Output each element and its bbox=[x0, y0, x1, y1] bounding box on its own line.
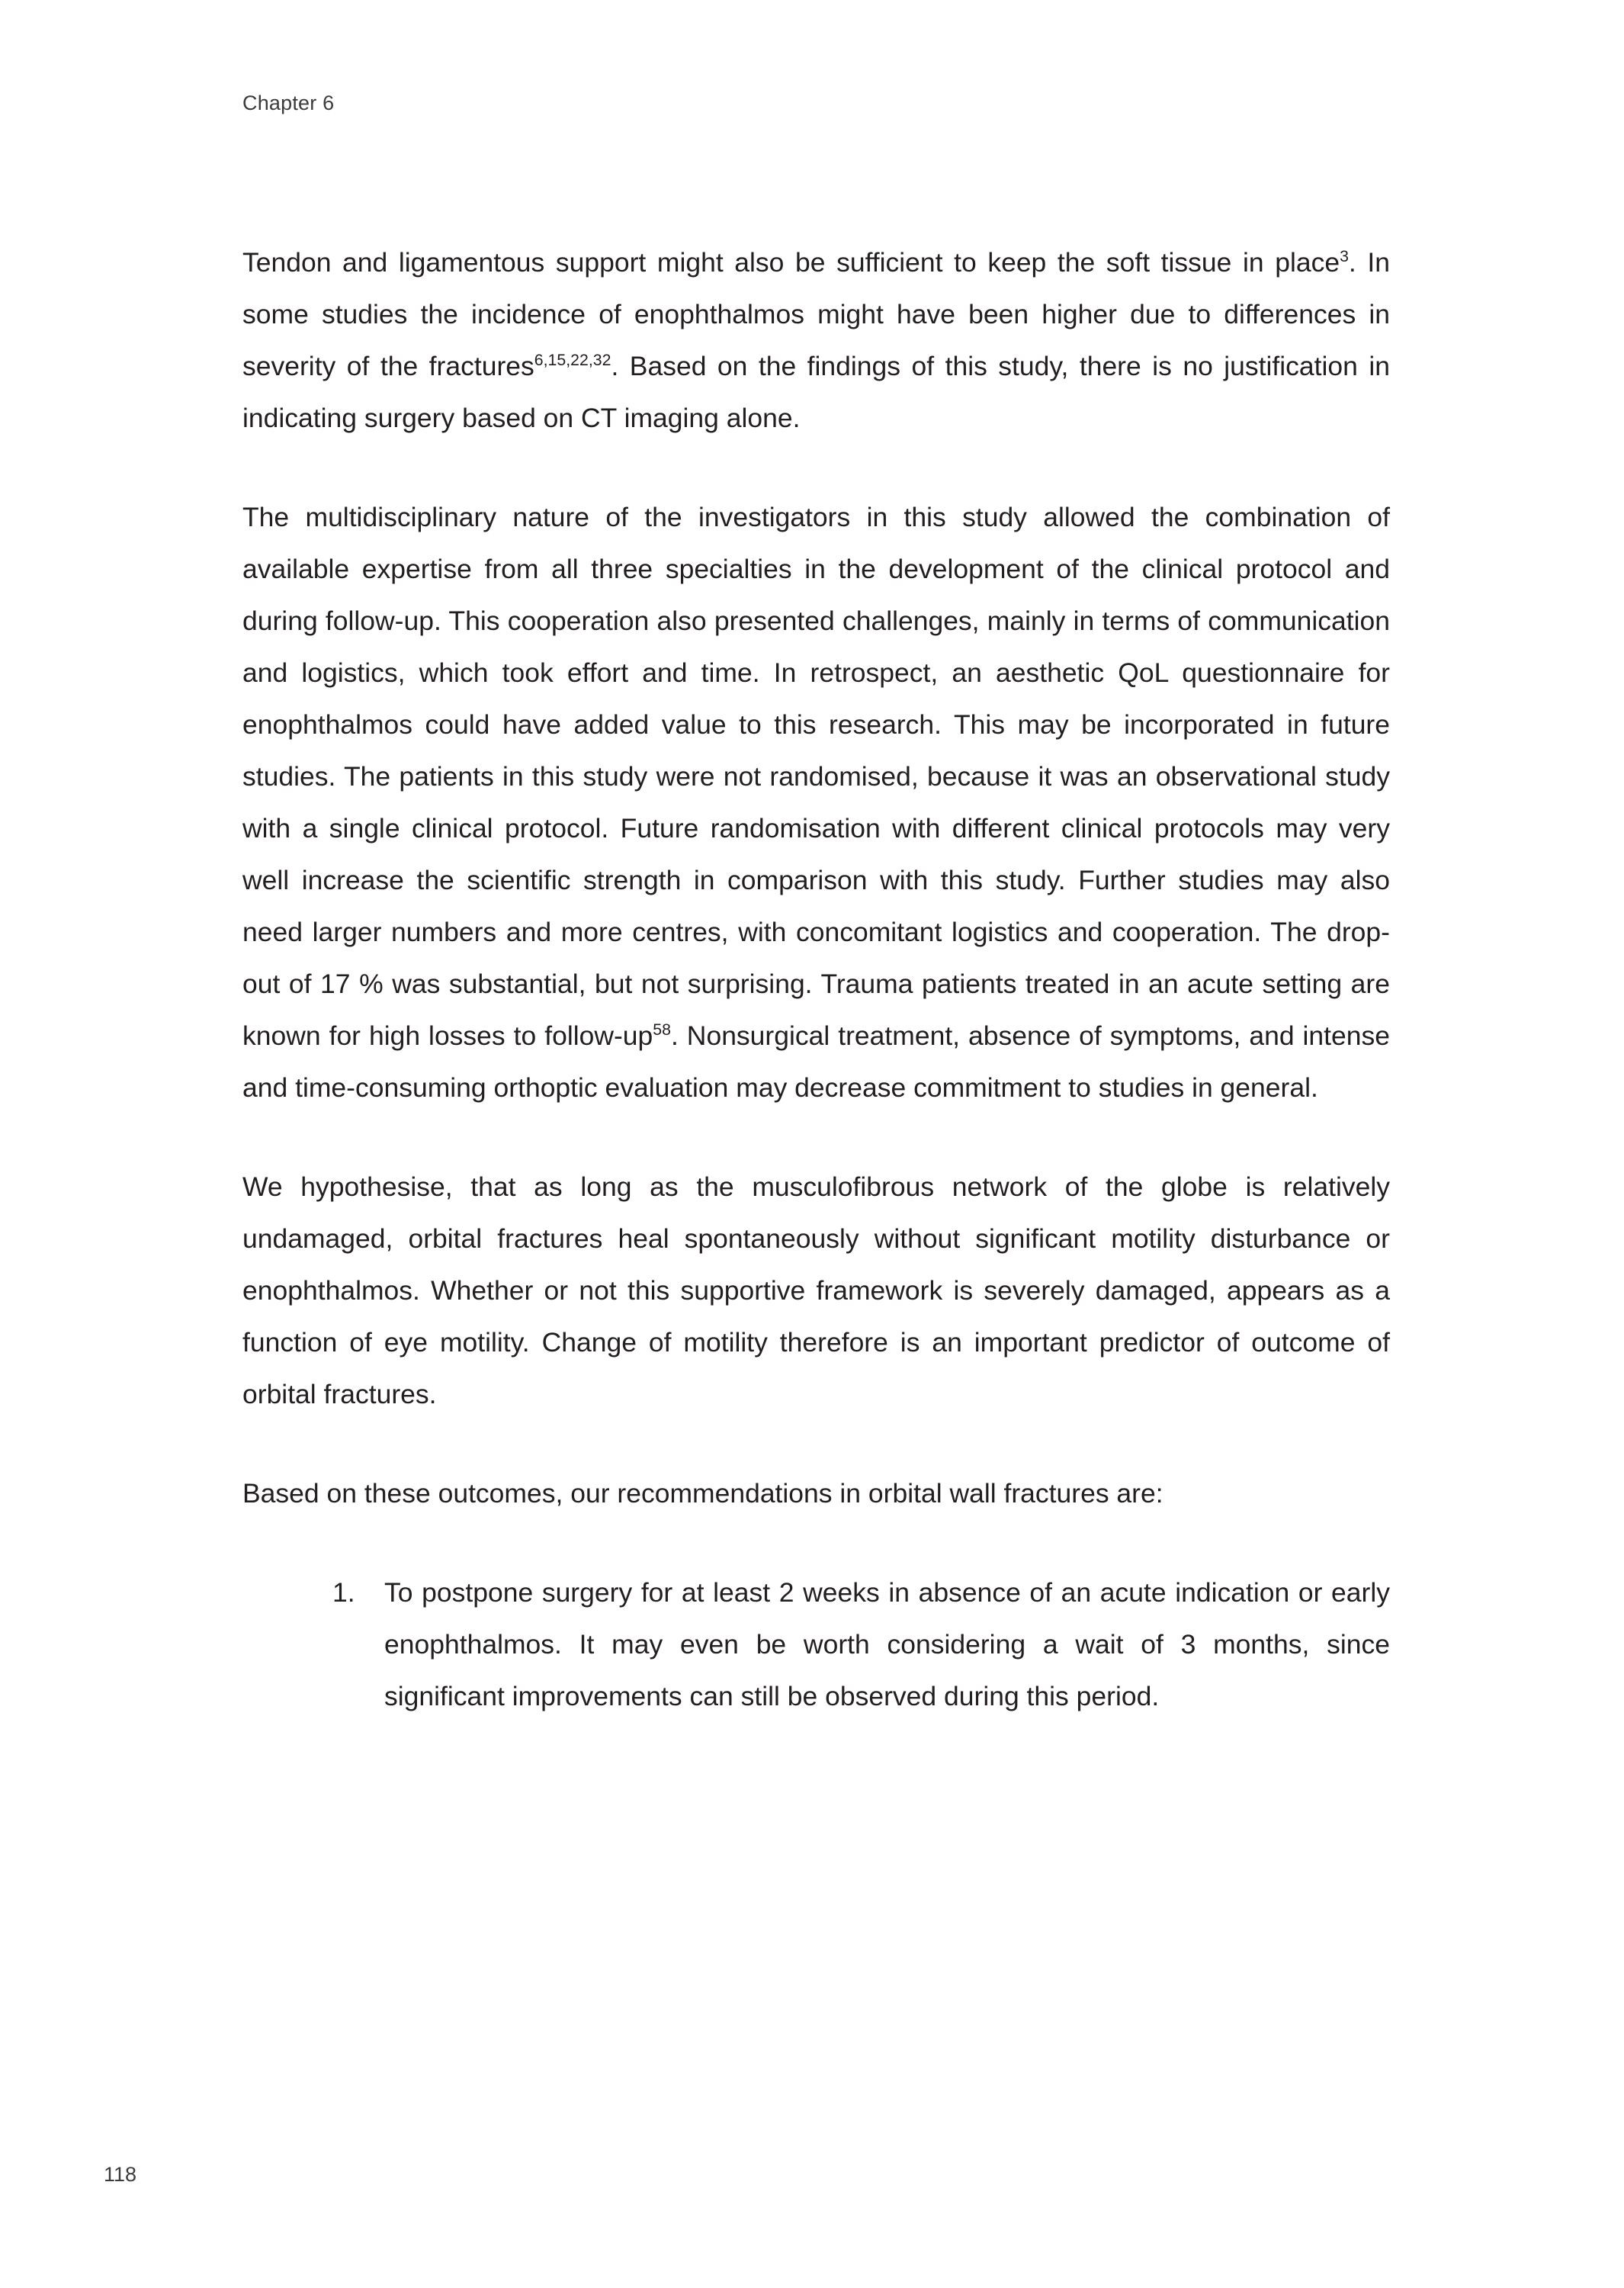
page-body bbox=[242, 236, 1390, 1722]
recommendations-list bbox=[242, 1567, 1390, 1722]
citation-superscript: 6,15,22,32 bbox=[534, 351, 611, 370]
paragraph-2: The multidisciplinary nature of the investigators in this study allowed the combination of available expertise from all three specialties in the development of the clinical protocol and during follow-up. This cooperation also presented challenges, mainly in terms of communication and logistics, which took effort and time. In retrospect, an aesthetic QoL questionnaire for enophthalmos could have added value to this research. This may be incorporated in future studies. The patients in this study were not randomised, because it was an observational study with a single clinical protocol. Future randomisation with different clinical protocols may very well increase the scientific strength in comparison with this study. Further studies may also need larger numbers and more centres, with concomitant logistics and cooperation. The drop-out of 17 % was substantial, but not surprising. Trauma patients treated in an acute setting are known for high losses to follow-$up^{58}$. Nonsurgical treatment, absence of symptoms, and intense and time-consuming orthoptic evaluation may decrease commitment to studies in general. bbox=[242, 502, 1390, 1103]
citation-superscript: 58 bbox=[653, 1020, 671, 1040]
paragraph-1: Tendon and ligamentous support might also be sufficient to keep the soft tissue in place$^3$. In some studies the incidence of enophthalmos might have been higher due to differences in severity of the fractures$^{6,15,22,32}$. Based on the findings of this study, there is no justification in indicating surgery based on CT imaging alone. bbox=[242, 247, 1390, 433]
citation-superscript: 3 bbox=[1340, 247, 1349, 266]
running-head: Chapter 6 bbox=[242, 92, 335, 114]
paragraph-3: We hypothesise, that as long as the musculofibrous network of the globe is relatively undamaged, orbital fractures heal spontaneously without significant motility disturbance or enophthalmos. Whether or not this supportive framework is severely damaged, appears as a function of eye motility. Change of motility therefore is an important predictor of outcome of orbital fractures. bbox=[242, 1171, 1390, 1409]
paragraph-4: Based on these outcomes, our recommendations in orbital wall fractures are: bbox=[242, 1478, 1163, 1509]
page-number: 118 bbox=[104, 2163, 137, 2186]
recommendation-item: To postpone surgery for at least 2 weeks in absence of an acute indication or early enophthalmos. It may even be worth considering a wait of 3 months, since significant improvements can still be observed during this period. bbox=[384, 1577, 1390, 1711]
